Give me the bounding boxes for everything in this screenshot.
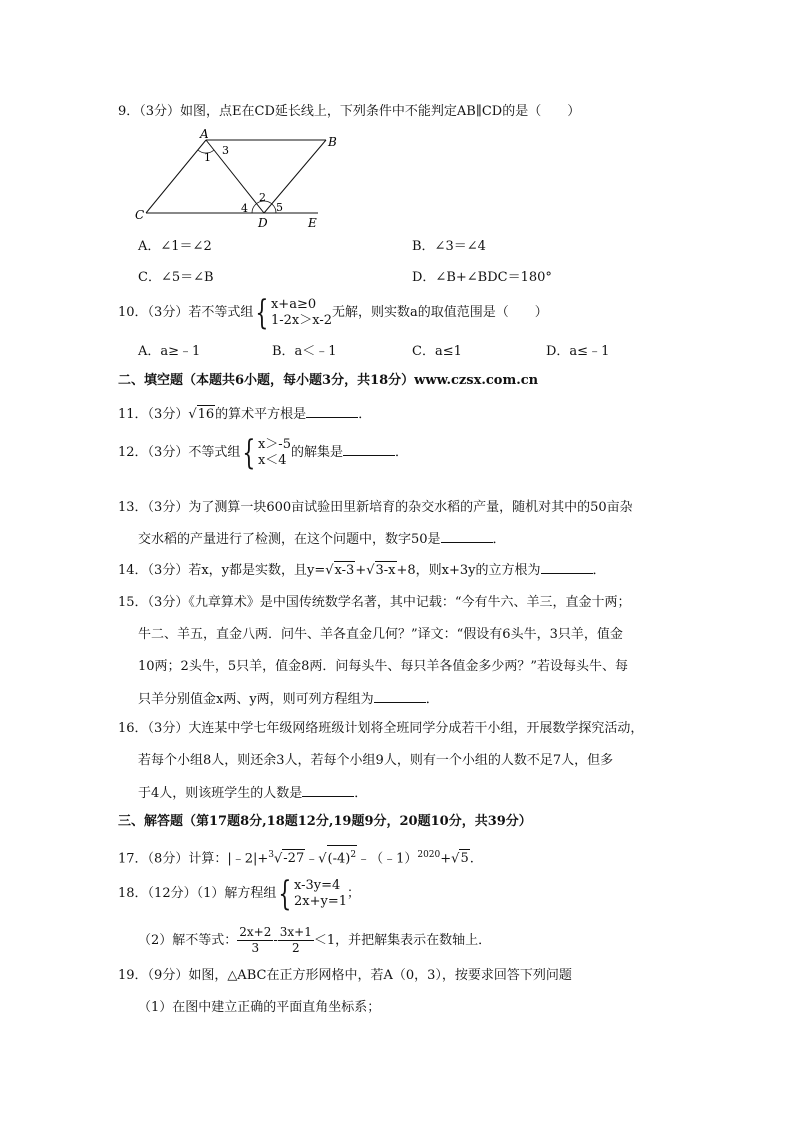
q10-post: 无解，则实数a的取值范围是（ ） bbox=[332, 305, 548, 320]
q10-option-c: C．a≤1 bbox=[412, 344, 462, 359]
q14-post: +8，则x+3y的立方根为 bbox=[396, 563, 541, 578]
label-C: C bbox=[135, 208, 145, 222]
q13-end: ． bbox=[492, 532, 506, 547]
q13-line-2-text: 交水稻的产量进行了检测，在这个问题中，数字50是 bbox=[138, 532, 441, 547]
q17-exp: 2020 bbox=[417, 850, 441, 860]
q14-radicand-1: x-3 bbox=[334, 563, 355, 578]
q18-system bbox=[294, 878, 347, 910]
q10-system bbox=[271, 297, 332, 329]
label-D: D bbox=[258, 216, 268, 230]
q17-end: . bbox=[469, 851, 474, 867]
angle-4: 4 bbox=[241, 202, 248, 215]
q16-blank[interactable] bbox=[302, 784, 354, 797]
angle-5: 5 bbox=[276, 201, 283, 214]
q11-radicand: 16 bbox=[197, 407, 215, 422]
q16-line-3-text: 于4人，则该班学生的人数是 bbox=[138, 786, 303, 801]
q11: 11．（3分）√16的算术平方根是 ． bbox=[118, 407, 372, 422]
q9-option-b: B．∠3＝∠4 bbox=[412, 239, 486, 254]
q15-end: ． bbox=[425, 692, 439, 707]
q12 bbox=[118, 432, 408, 473]
q17-cube-radicand: -27 bbox=[283, 851, 305, 867]
q17-post: ﹣（﹣1） bbox=[357, 851, 418, 867]
q14-end: ． bbox=[592, 563, 606, 578]
q18-p2-post: ＜1，并把解集表示在数轴上． bbox=[313, 933, 492, 948]
q9-stem: 9．（3分）如图，点E在CD延长线上，下列条件中不能判定AB∥CD的是（ ） bbox=[118, 104, 581, 119]
angle-2: 2 bbox=[259, 191, 266, 204]
q19-line-2: （1）在图中建立正确的平面直角坐标系； bbox=[138, 1000, 381, 1015]
q10-option-a: A．a≥﹣1 bbox=[138, 344, 201, 359]
label-E: E bbox=[308, 216, 317, 230]
q18-f1-num: 2x+2 bbox=[239, 925, 272, 939]
q10-brace: { bbox=[255, 292, 269, 333]
q10-line bbox=[118, 292, 548, 333]
q13-blank[interactable] bbox=[441, 530, 493, 543]
q11-post: 的算术平方根是 bbox=[215, 407, 307, 422]
q19-line-1: 19．（9分）如图，△ABC在正方形网格中，若A（0，3），按要求回答下列问题 bbox=[118, 968, 572, 983]
q17-cube-index: 3 bbox=[268, 850, 274, 860]
q14-pre: 14．（3分）若x，y都是实数，且y= bbox=[118, 563, 326, 578]
q16-end: ． bbox=[354, 786, 368, 801]
q10-option-d: D．a≤﹣1 bbox=[546, 344, 610, 359]
q15-line-1: 15．（3分）《九章算术》是中国传统数学名著，其中记载：“今有牛六、羊三，直金十两； bbox=[118, 595, 631, 610]
q12-pre: 12．（3分）不等式组 bbox=[118, 445, 241, 460]
q18-pre: 18．（12分）（1）解方程组 bbox=[118, 886, 277, 901]
q9-option-d: D．∠B+∠BDC＝180° bbox=[412, 270, 552, 285]
q10-option-b: B．a＜﹣1 bbox=[272, 344, 337, 359]
q18-part-2 bbox=[138, 924, 491, 958]
q12-ineq-1: x＞-5 bbox=[257, 436, 291, 452]
q18-f2-den: 2 bbox=[292, 941, 300, 955]
q13-line-2 bbox=[138, 530, 506, 549]
q14: 14．（3分）若x，y都是实数，且y=√x-3+√3-x+8，则x+3y的立方根为 ． bbox=[118, 563, 606, 578]
q18-part-1 bbox=[118, 873, 361, 914]
q15-line-2: 牛二、羊五，直金八两．问牛、羊各直金几何？”译文：“假设有6头牛，3只羊，值金 bbox=[138, 627, 623, 642]
q17-pre: 17．（8分）计算：|﹣2|+ bbox=[118, 851, 269, 867]
q10-ineq-1: x+a≥0 bbox=[270, 296, 317, 312]
q9-option-c: C．∠5＝∠B bbox=[138, 270, 214, 285]
q18-post: ； bbox=[347, 886, 361, 901]
q15-line-3: 10两；2头牛，5只羊，值金8两．问每头牛、每只羊各值金多少两？”若设每头牛、每 bbox=[138, 659, 629, 674]
q11-blank[interactable] bbox=[306, 405, 358, 418]
q10-pre: 10．（3分）若不等式组 bbox=[118, 305, 254, 320]
q12-end: ． bbox=[394, 445, 408, 460]
q14-mid: + bbox=[355, 563, 367, 578]
angle-3: 3 bbox=[222, 144, 229, 157]
q16-line-3 bbox=[138, 784, 367, 803]
q18-brace: { bbox=[278, 873, 292, 914]
q18-eq-1: x-3y=4 bbox=[294, 877, 341, 893]
q12-brace: { bbox=[242, 432, 256, 473]
q12-post: 的解集是 bbox=[290, 445, 343, 460]
q12-system bbox=[258, 437, 291, 469]
q18-fraction-2 bbox=[278, 925, 314, 956]
q18-eq-2: 2x+y=1 bbox=[294, 893, 348, 909]
q16-line-1: 16．（3分）大连某中学七年级网络班级计划将全班同学分成若干小组，开展数学探究活动， bbox=[118, 721, 644, 736]
q18-f1-den: 3 bbox=[251, 941, 260, 955]
q9-option-a: A．∠1＝∠2 bbox=[138, 239, 212, 254]
section-2-heading: 二、填空题（本题共6小题，每小题3分，共18分）www.czsx.com.cn bbox=[118, 373, 539, 388]
q17-sq-base: (-4) bbox=[327, 851, 351, 867]
q11-end: ． bbox=[358, 407, 372, 422]
label-B: B bbox=[328, 135, 337, 149]
parallelogram-figure bbox=[130, 126, 337, 230]
q13-line-1: 13．（3分）为了测算一块600亩试验田里新培育的杂交水稻的产量，随机对其中的50亩杂 bbox=[118, 500, 633, 515]
q17-plus: + bbox=[440, 851, 452, 867]
q17: 17．（8分）计算：$|﹣2|+^3√-27﹣√(-4)^2﹣(﹣1)^{2020}+√5$. bbox=[118, 845, 474, 868]
q17-sq-radicand bbox=[327, 845, 358, 868]
q15-line-4 bbox=[138, 690, 439, 709]
section-3-heading: 三、解答题（第17题8分,18题12分,19题9分，20题10分，共39分） bbox=[118, 814, 532, 829]
q18-fraction-1 bbox=[237, 925, 273, 956]
q12-ineq-2: x＜4 bbox=[257, 452, 287, 468]
q15-line-4-text: 只羊分别值金x两、y两，则可列方程组为 bbox=[138, 692, 374, 707]
q17-mid: ﹣ bbox=[305, 851, 319, 867]
q17-last-radicand: 5 bbox=[460, 851, 469, 867]
q10-ineq-2: 1-2x＞x-2 bbox=[270, 312, 333, 328]
q15-blank[interactable] bbox=[374, 690, 426, 703]
q14-radicand-2: 3-x bbox=[375, 563, 396, 578]
q16-line-2: 若每个小组8人，则还余3人，若每个小组9人，则有一个小组的人数不足7人，但多 bbox=[138, 753, 614, 768]
angle-1: 1 bbox=[204, 151, 211, 164]
q17-sq-exp: 2 bbox=[350, 850, 357, 860]
q18-f2-num: 3x+1 bbox=[279, 925, 312, 939]
q14-blank[interactable] bbox=[541, 561, 593, 574]
q12-blank[interactable] bbox=[343, 443, 395, 456]
q18-minus: - bbox=[273, 933, 278, 948]
q18-p2-pre: （2）解不等式： bbox=[138, 933, 238, 948]
label-A: A bbox=[200, 127, 209, 141]
q11-pre: 11．（3分） bbox=[118, 407, 189, 422]
